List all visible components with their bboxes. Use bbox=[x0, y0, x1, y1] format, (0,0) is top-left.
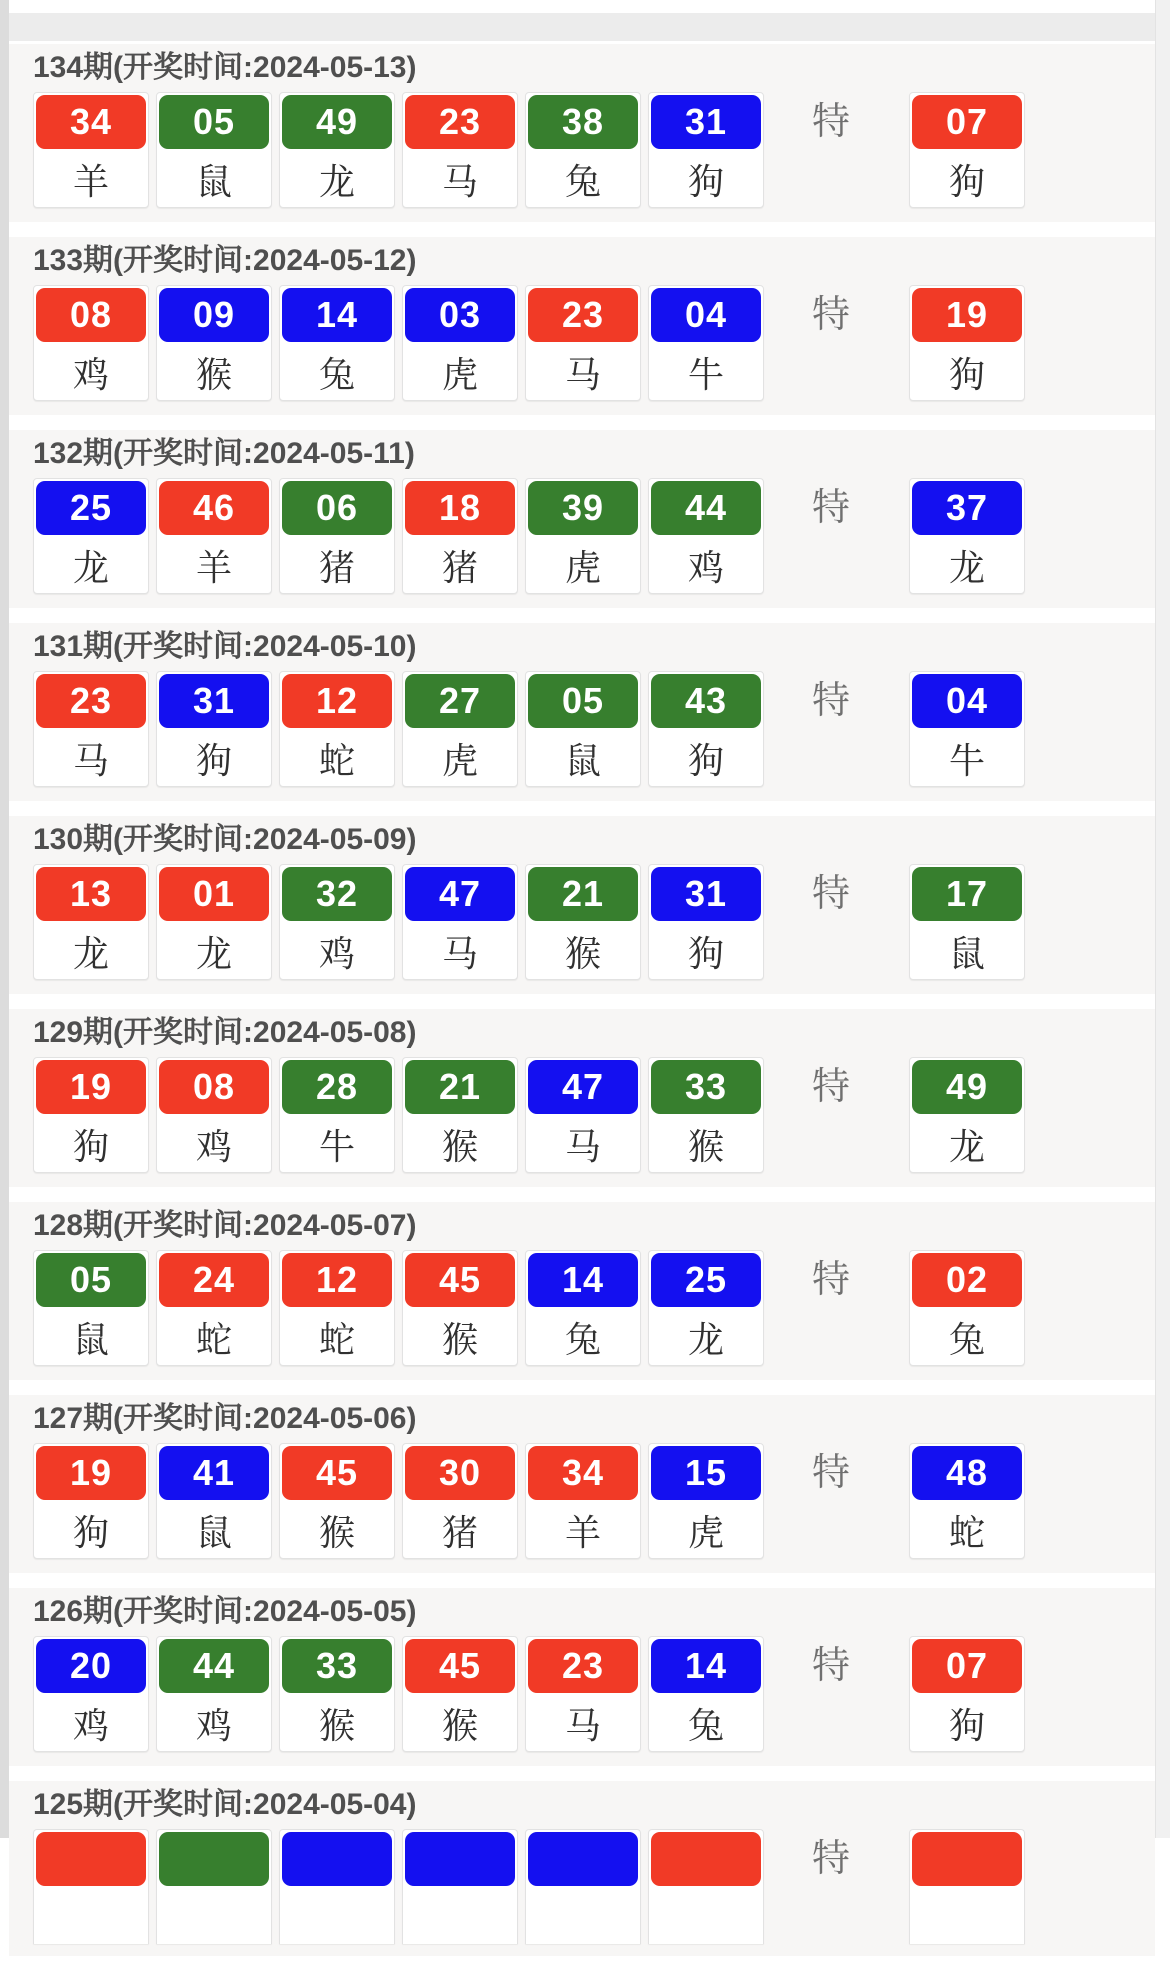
number-ball: 14 bbox=[282, 288, 392, 342]
zodiac-label: 猪 bbox=[318, 547, 355, 589]
result-tile bbox=[279, 1443, 395, 1559]
zodiac-label: 牛 bbox=[318, 1126, 355, 1168]
balls-row bbox=[33, 864, 1155, 980]
period-section bbox=[9, 1202, 1155, 1380]
period-header: 130期(开奖时间:2024-05-09) bbox=[33, 823, 417, 856]
zodiac-label: 羊 bbox=[195, 547, 232, 589]
result-tile bbox=[525, 478, 641, 594]
result-tile bbox=[648, 1057, 764, 1173]
zodiac-label bbox=[34, 1888, 148, 1944]
period-header: 129期(开奖时间:2024-05-08) bbox=[33, 1016, 417, 1049]
number-ball: 41 bbox=[159, 1446, 269, 1500]
period-header: 131期(开奖时间:2024-05-10) bbox=[33, 630, 417, 663]
result-tile bbox=[279, 92, 395, 208]
number-ball: 46 bbox=[159, 481, 269, 535]
number-ball: 19 bbox=[36, 1060, 146, 1114]
period-section bbox=[9, 1588, 1155, 1766]
number-ball: 27 bbox=[405, 674, 515, 728]
result-tile bbox=[648, 864, 764, 980]
zodiac-label: 猴 bbox=[441, 1705, 478, 1747]
special-number-ball: 07 bbox=[912, 1639, 1022, 1693]
period-section bbox=[9, 816, 1155, 994]
special-number-ball: 48 bbox=[912, 1446, 1022, 1500]
result-tile bbox=[402, 671, 518, 787]
result-tile bbox=[279, 478, 395, 594]
balls-row bbox=[33, 285, 1155, 401]
balls-row bbox=[33, 1443, 1155, 1559]
number-ball: 45 bbox=[282, 1446, 392, 1500]
special-result-tile bbox=[909, 1250, 1025, 1366]
special-number-ball: 07 bbox=[912, 95, 1022, 149]
zodiac-label: 鼠 bbox=[72, 1319, 109, 1361]
number-ball: 25 bbox=[36, 481, 146, 535]
zodiac-label: 蛇 bbox=[318, 1319, 355, 1361]
number-ball: 23 bbox=[36, 674, 146, 728]
result-tile bbox=[525, 1057, 641, 1173]
zodiac-label: 龙 bbox=[687, 1319, 724, 1361]
special-number-ball: 17 bbox=[912, 867, 1022, 921]
period-section bbox=[9, 623, 1155, 801]
zodiac-label: 鸡 bbox=[72, 1705, 109, 1747]
period-section bbox=[9, 1395, 1155, 1573]
balls-row bbox=[33, 1636, 1155, 1752]
number-ball: 38 bbox=[528, 95, 638, 149]
period-header: 134期(开奖时间:2024-05-13) bbox=[33, 51, 417, 84]
special-zodiac-label: 狗 bbox=[948, 1705, 985, 1747]
result-tile bbox=[33, 92, 149, 208]
result-tile bbox=[33, 478, 149, 594]
zodiac-label: 猴 bbox=[441, 1126, 478, 1168]
zodiac-label: 龙 bbox=[318, 161, 355, 203]
balls-row bbox=[33, 671, 1155, 787]
zodiac-label: 狗 bbox=[687, 740, 724, 782]
result-tile bbox=[156, 1250, 272, 1366]
special-marker: 特 bbox=[811, 1450, 850, 1494]
zodiac-label: 猴 bbox=[318, 1705, 355, 1747]
number-ball bbox=[405, 1832, 515, 1886]
number-ball: 31 bbox=[651, 95, 761, 149]
zodiac-label: 鼠 bbox=[195, 1512, 232, 1554]
zodiac-label bbox=[526, 1888, 640, 1944]
balls-row bbox=[33, 1250, 1155, 1366]
number-ball: 47 bbox=[528, 1060, 638, 1114]
number-ball: 23 bbox=[528, 288, 638, 342]
result-tile bbox=[525, 1250, 641, 1366]
number-ball: 47 bbox=[405, 867, 515, 921]
zodiac-label: 蛇 bbox=[195, 1319, 232, 1361]
special-result-tile bbox=[909, 864, 1025, 980]
zodiac-label: 羊 bbox=[72, 161, 109, 203]
special-marker: 特 bbox=[811, 99, 850, 143]
scrollbar[interactable] bbox=[1155, 0, 1170, 1838]
number-ball: 19 bbox=[36, 1446, 146, 1500]
zodiac-label: 兔 bbox=[564, 1319, 601, 1361]
result-tile bbox=[402, 1057, 518, 1173]
number-ball: 13 bbox=[36, 867, 146, 921]
balls-row bbox=[33, 1057, 1155, 1173]
zodiac-label: 兔 bbox=[318, 354, 355, 396]
number-ball bbox=[282, 1832, 392, 1886]
number-ball: 03 bbox=[405, 288, 515, 342]
special-marker: 特 bbox=[811, 871, 850, 915]
number-ball: 14 bbox=[528, 1253, 638, 1307]
period-section bbox=[9, 237, 1155, 415]
result-tile bbox=[33, 864, 149, 980]
zodiac-label: 狗 bbox=[687, 933, 724, 975]
result-tile bbox=[156, 1057, 272, 1173]
balls-row bbox=[33, 92, 1155, 208]
number-ball: 12 bbox=[282, 674, 392, 728]
result-tile bbox=[279, 1636, 395, 1752]
zodiac-label: 猪 bbox=[441, 547, 478, 589]
special-number-ball: 02 bbox=[912, 1253, 1022, 1307]
zodiac-label: 鼠 bbox=[564, 740, 601, 782]
result-tile bbox=[525, 864, 641, 980]
result-tile bbox=[156, 1829, 272, 1944]
number-ball: 04 bbox=[651, 288, 761, 342]
special-number-ball: 37 bbox=[912, 481, 1022, 535]
balls-row bbox=[33, 478, 1155, 594]
number-ball: 23 bbox=[405, 95, 515, 149]
zodiac-label: 狗 bbox=[195, 740, 232, 782]
result-tile bbox=[33, 285, 149, 401]
result-tile bbox=[33, 671, 149, 787]
number-ball: 05 bbox=[159, 95, 269, 149]
number-ball: 06 bbox=[282, 481, 392, 535]
number-ball bbox=[159, 1832, 269, 1886]
result-tile bbox=[156, 1443, 272, 1559]
number-ball: 15 bbox=[651, 1446, 761, 1500]
zodiac-label: 狗 bbox=[72, 1126, 109, 1168]
number-ball: 43 bbox=[651, 674, 761, 728]
zodiac-label: 鸡 bbox=[195, 1705, 232, 1747]
special-zodiac-label: 狗 bbox=[948, 354, 985, 396]
result-tile bbox=[33, 1829, 149, 1944]
special-zodiac-label: 龙 bbox=[948, 547, 985, 589]
zodiac-label: 牛 bbox=[687, 354, 724, 396]
special-marker: 特 bbox=[811, 1643, 850, 1687]
result-tile bbox=[648, 92, 764, 208]
number-ball: 09 bbox=[159, 288, 269, 342]
zodiac-label: 马 bbox=[72, 740, 109, 782]
number-ball: 20 bbox=[36, 1639, 146, 1693]
zodiac-label: 蛇 bbox=[318, 740, 355, 782]
number-ball: 32 bbox=[282, 867, 392, 921]
number-ball: 01 bbox=[159, 867, 269, 921]
special-marker: 特 bbox=[811, 292, 850, 336]
number-ball: 31 bbox=[651, 867, 761, 921]
result-tile bbox=[525, 1829, 641, 1944]
result-tile bbox=[279, 1250, 395, 1366]
number-ball: 49 bbox=[282, 95, 392, 149]
number-ball bbox=[651, 1832, 761, 1886]
zodiac-label: 马 bbox=[441, 933, 478, 975]
special-result-tile bbox=[909, 1829, 1025, 1944]
special-number-ball bbox=[912, 1832, 1022, 1886]
result-tile bbox=[402, 1636, 518, 1752]
number-ball: 34 bbox=[36, 95, 146, 149]
result-tile bbox=[156, 285, 272, 401]
zodiac-label: 兔 bbox=[564, 161, 601, 203]
result-tile bbox=[402, 478, 518, 594]
zodiac-label: 马 bbox=[564, 1126, 601, 1168]
result-tile bbox=[648, 1636, 764, 1752]
period-section bbox=[9, 430, 1155, 608]
period-header: 126期(开奖时间:2024-05-05) bbox=[33, 1595, 417, 1628]
special-result-tile bbox=[909, 1057, 1025, 1173]
number-ball: 45 bbox=[405, 1639, 515, 1693]
special-result-tile bbox=[909, 92, 1025, 208]
special-zodiac-label: 牛 bbox=[948, 740, 985, 782]
special-zodiac-label bbox=[910, 1888, 1024, 1944]
result-tile bbox=[33, 1443, 149, 1559]
number-ball: 44 bbox=[159, 1639, 269, 1693]
period-header: 127期(开奖时间:2024-05-06) bbox=[33, 1402, 417, 1435]
special-result-tile bbox=[909, 671, 1025, 787]
zodiac-label: 狗 bbox=[687, 161, 724, 203]
zodiac-label: 鸡 bbox=[318, 933, 355, 975]
special-number-ball: 04 bbox=[912, 674, 1022, 728]
zodiac-label: 猴 bbox=[441, 1319, 478, 1361]
special-marker: 特 bbox=[811, 485, 850, 529]
zodiac-label: 虎 bbox=[441, 354, 478, 396]
special-result-tile bbox=[909, 1636, 1025, 1752]
zodiac-label: 狗 bbox=[72, 1512, 109, 1554]
special-zodiac-label: 狗 bbox=[948, 161, 985, 203]
result-tile bbox=[33, 1636, 149, 1752]
result-tile bbox=[648, 285, 764, 401]
number-ball: 45 bbox=[405, 1253, 515, 1307]
special-marker: 特 bbox=[811, 678, 850, 722]
special-number-ball: 49 bbox=[912, 1060, 1022, 1114]
result-tile bbox=[156, 478, 272, 594]
result-tile bbox=[33, 1250, 149, 1366]
period-section bbox=[9, 44, 1155, 222]
number-ball: 23 bbox=[528, 1639, 638, 1693]
result-tile bbox=[279, 864, 395, 980]
result-tile bbox=[402, 1443, 518, 1559]
period-header: 125期(开奖时间:2024-05-04) bbox=[33, 1788, 417, 1821]
special-zodiac-label: 蛇 bbox=[948, 1512, 985, 1554]
result-tile bbox=[525, 1443, 641, 1559]
result-tile bbox=[648, 1443, 764, 1559]
result-tile bbox=[525, 1636, 641, 1752]
special-result-tile bbox=[909, 1443, 1025, 1559]
left-edge-strip bbox=[0, 0, 9, 1838]
special-result-tile bbox=[909, 478, 1025, 594]
number-ball: 21 bbox=[528, 867, 638, 921]
result-tile bbox=[402, 1829, 518, 1944]
zodiac-label: 马 bbox=[441, 161, 478, 203]
zodiac-label: 龙 bbox=[72, 547, 109, 589]
special-marker: 特 bbox=[811, 1257, 850, 1301]
result-tile bbox=[402, 92, 518, 208]
zodiac-label: 虎 bbox=[687, 1512, 724, 1554]
result-tile bbox=[279, 285, 395, 401]
period-header: 133期(开奖时间:2024-05-12) bbox=[33, 244, 417, 277]
zodiac-label: 鸡 bbox=[687, 547, 724, 589]
zodiac-label bbox=[157, 1888, 271, 1944]
result-tile bbox=[648, 1829, 764, 1944]
special-zodiac-label: 鼠 bbox=[948, 933, 985, 975]
period-header: 132期(开奖时间:2024-05-11) bbox=[33, 437, 415, 470]
zodiac-label: 虎 bbox=[441, 740, 478, 782]
special-result-tile bbox=[909, 285, 1025, 401]
zodiac-label bbox=[280, 1888, 394, 1944]
zodiac-label: 猴 bbox=[195, 354, 232, 396]
zodiac-label: 龙 bbox=[72, 933, 109, 975]
number-ball: 08 bbox=[36, 288, 146, 342]
result-tile bbox=[156, 864, 272, 980]
result-tile bbox=[525, 285, 641, 401]
results-list bbox=[9, 44, 1155, 1971]
number-ball: 39 bbox=[528, 481, 638, 535]
zodiac-label: 猴 bbox=[687, 1126, 724, 1168]
number-ball: 05 bbox=[528, 674, 638, 728]
number-ball: 34 bbox=[528, 1446, 638, 1500]
result-tile bbox=[279, 1829, 395, 1944]
number-ball bbox=[528, 1832, 638, 1886]
result-tile bbox=[279, 671, 395, 787]
zodiac-label: 兔 bbox=[687, 1705, 724, 1747]
zodiac-label: 鸡 bbox=[195, 1126, 232, 1168]
special-marker: 特 bbox=[811, 1064, 850, 1108]
result-tile bbox=[525, 671, 641, 787]
zodiac-label: 龙 bbox=[195, 933, 232, 975]
top-divider-band bbox=[9, 13, 1155, 41]
number-ball: 28 bbox=[282, 1060, 392, 1114]
zodiac-label: 马 bbox=[564, 1705, 601, 1747]
zodiac-label: 猪 bbox=[441, 1512, 478, 1554]
result-tile bbox=[33, 1057, 149, 1173]
special-zodiac-label: 龙 bbox=[948, 1126, 985, 1168]
result-tile bbox=[648, 1250, 764, 1366]
result-tile bbox=[525, 92, 641, 208]
period-header: 128期(开奖时间:2024-05-07) bbox=[33, 1209, 417, 1242]
number-ball: 05 bbox=[36, 1253, 146, 1307]
number-ball: 08 bbox=[159, 1060, 269, 1114]
zodiac-label: 马 bbox=[564, 354, 601, 396]
zodiac-label bbox=[403, 1888, 517, 1944]
number-ball: 12 bbox=[282, 1253, 392, 1307]
result-tile bbox=[648, 478, 764, 594]
zodiac-label: 虎 bbox=[564, 547, 601, 589]
result-tile bbox=[156, 1636, 272, 1752]
zodiac-label: 羊 bbox=[564, 1512, 601, 1554]
result-tile bbox=[402, 1250, 518, 1366]
number-ball: 14 bbox=[651, 1639, 761, 1693]
number-ball: 33 bbox=[651, 1060, 761, 1114]
special-marker: 特 bbox=[811, 1836, 850, 1880]
zodiac-label: 鸡 bbox=[72, 354, 109, 396]
zodiac-label: 猴 bbox=[318, 1512, 355, 1554]
number-ball: 31 bbox=[159, 674, 269, 728]
zodiac-label bbox=[649, 1888, 763, 1944]
number-ball: 21 bbox=[405, 1060, 515, 1114]
number-ball: 44 bbox=[651, 481, 761, 535]
period-section bbox=[9, 1781, 1155, 1956]
zodiac-label: 鼠 bbox=[195, 161, 232, 203]
zodiac-label: 猴 bbox=[564, 933, 601, 975]
result-tile bbox=[402, 864, 518, 980]
number-ball: 18 bbox=[405, 481, 515, 535]
result-tile bbox=[156, 92, 272, 208]
special-number-ball: 19 bbox=[912, 288, 1022, 342]
number-ball: 24 bbox=[159, 1253, 269, 1307]
result-tile bbox=[402, 285, 518, 401]
period-section bbox=[9, 1009, 1155, 1187]
number-ball: 25 bbox=[651, 1253, 761, 1307]
number-ball: 33 bbox=[282, 1639, 392, 1693]
result-tile bbox=[648, 671, 764, 787]
number-ball bbox=[36, 1832, 146, 1886]
special-zodiac-label: 兔 bbox=[948, 1319, 985, 1361]
number-ball: 30 bbox=[405, 1446, 515, 1500]
result-tile bbox=[156, 671, 272, 787]
balls-row bbox=[33, 1829, 1155, 1944]
result-tile bbox=[279, 1057, 395, 1173]
